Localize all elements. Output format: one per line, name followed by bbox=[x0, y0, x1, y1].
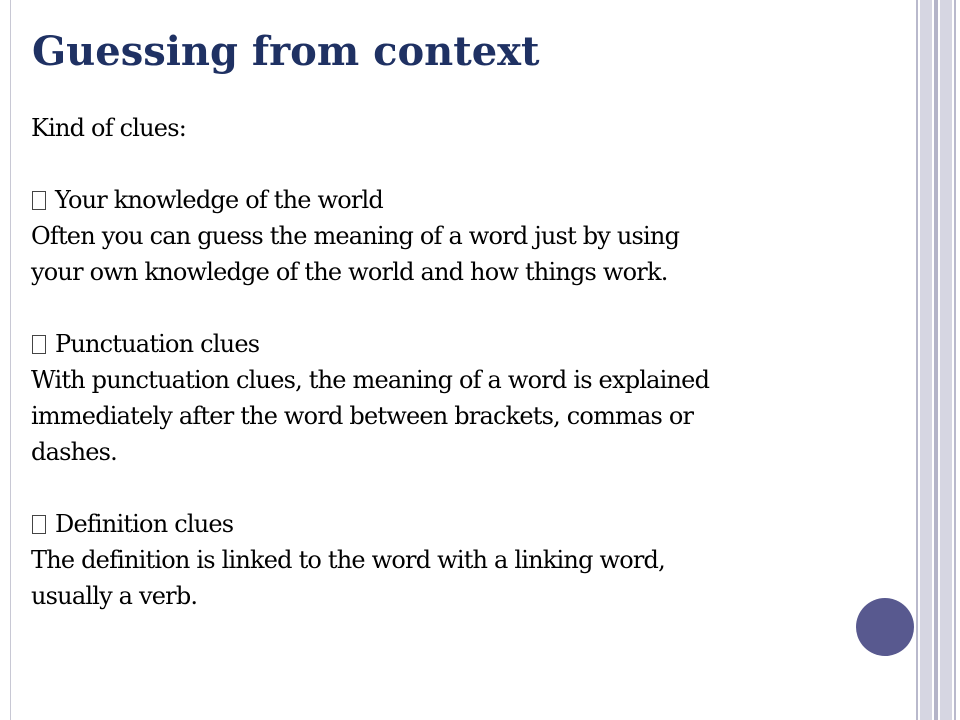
left-border-line bbox=[10, 0, 11, 720]
section-line: immediately after the word between brackets, commas or bbox=[31, 402, 694, 430]
missing-glyph-box-icon bbox=[31, 188, 47, 212]
section-heading-definition bbox=[31, 506, 911, 542]
section-line: your own knowledge of the world and how things work. bbox=[31, 258, 668, 286]
frame-stripe bbox=[940, 0, 952, 720]
slide-title: Guessing from context bbox=[32, 28, 540, 75]
section-heading-label: Your knowledge of the world bbox=[55, 186, 383, 214]
frame-stripe bbox=[954, 0, 956, 720]
frame-stripe bbox=[934, 0, 938, 720]
intro-text: Kind of clues: bbox=[31, 114, 186, 142]
section-line: With punctuation clues, the meaning of a word is explained bbox=[31, 366, 710, 394]
section-heading-label: Punctuation clues bbox=[55, 330, 260, 358]
section-line: dashes. bbox=[31, 438, 117, 466]
section-line: Often you can guess the meaning of a word just by using bbox=[31, 222, 680, 250]
missing-glyph-box-icon bbox=[31, 512, 47, 536]
section-heading-knowledge bbox=[31, 182, 911, 218]
section-heading-label: Definition clues bbox=[55, 510, 234, 538]
section-heading-punctuation bbox=[31, 326, 911, 362]
missing-glyph-box-icon bbox=[31, 332, 47, 356]
frame-stripe bbox=[916, 0, 918, 720]
right-decorative-frame bbox=[916, 0, 960, 720]
frame-stripe bbox=[920, 0, 932, 720]
slide-body bbox=[31, 110, 911, 614]
section-line: The definition is linked to the word with a linking word, bbox=[31, 546, 665, 574]
section-line: usually a verb. bbox=[31, 582, 198, 610]
